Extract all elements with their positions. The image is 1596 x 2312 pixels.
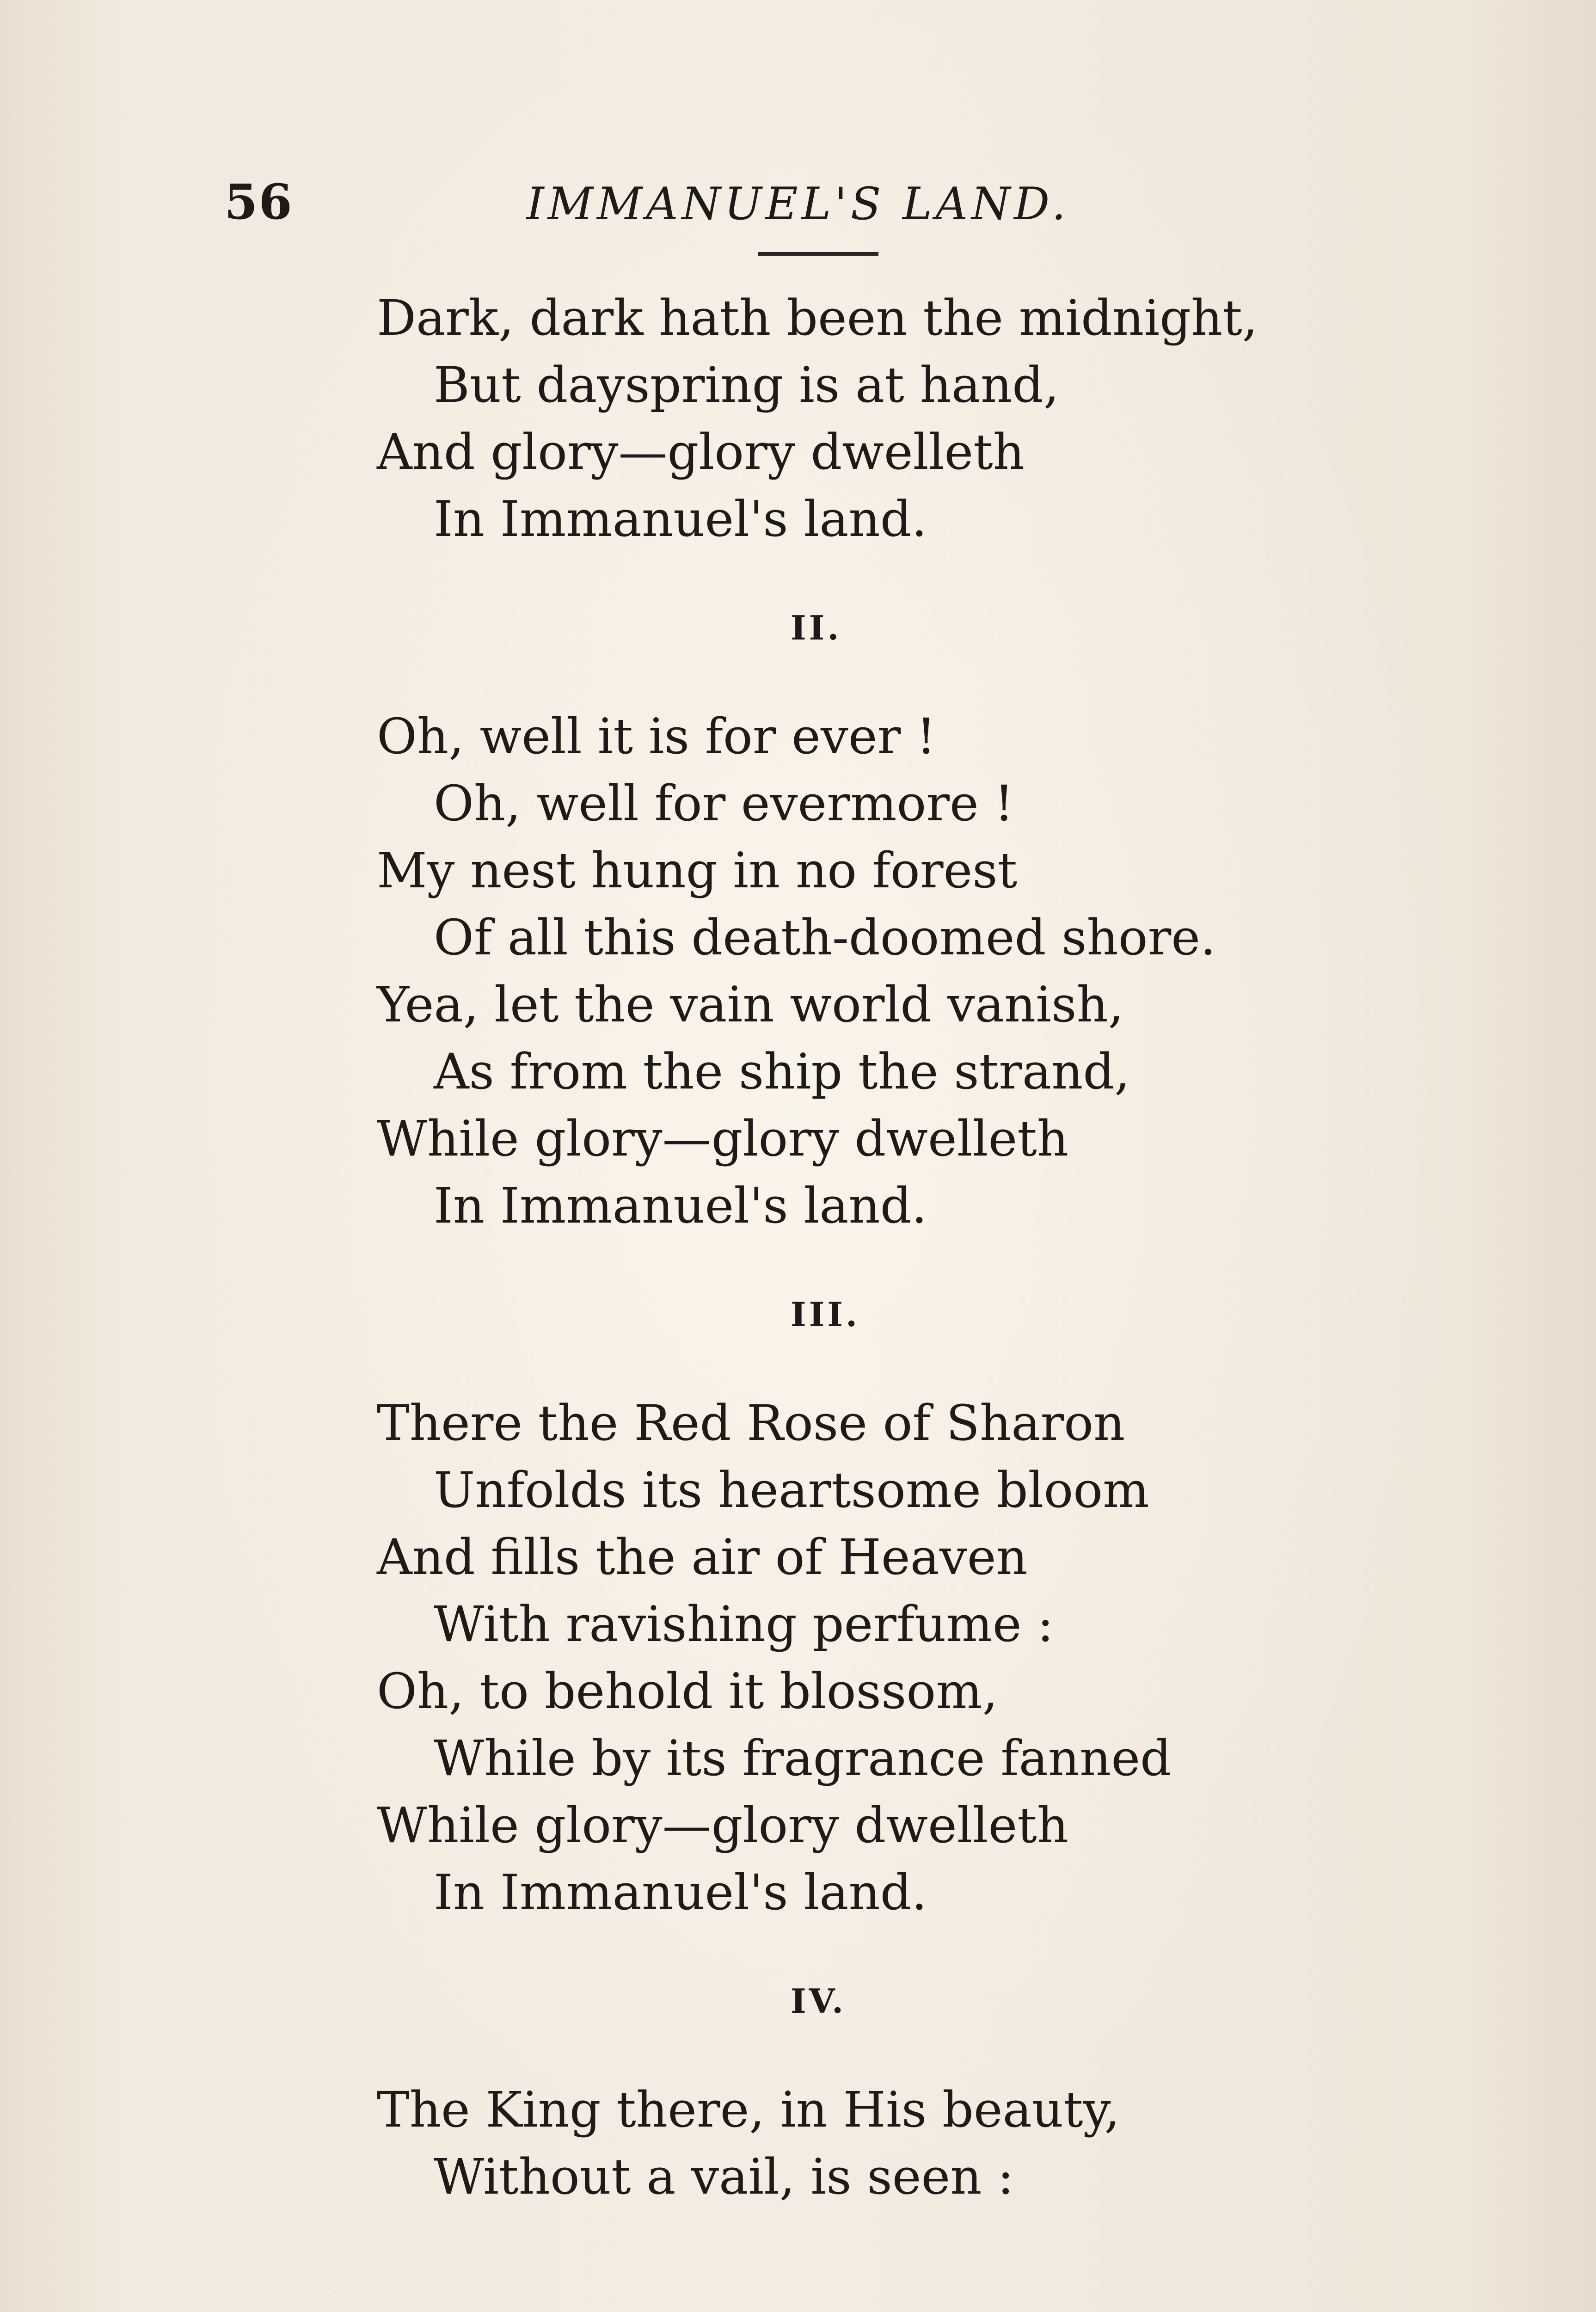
- poem-line: But dayspring is at hand,: [434, 357, 1059, 413]
- poem-line: The King there, in His beauty,: [377, 2081, 1120, 2138]
- poem-line: Dark, dark hath been the midnight,: [377, 289, 1258, 346]
- stanza-2: [377, 703, 1486, 1239]
- section-numeral-ii: II.: [791, 608, 842, 647]
- poem-line: In Immanuel's land.: [434, 1864, 927, 1921]
- poem-line: While glory—glory dwelleth: [377, 1797, 1069, 1854]
- running-title: IMMANUEL'S LAND.: [526, 178, 1070, 230]
- poem-line: Oh, well for evermore !: [434, 775, 1014, 832]
- stanza-3: [377, 1390, 1486, 1926]
- section-numeral-iii: III.: [791, 1295, 860, 1334]
- stanza-4: [377, 2076, 1486, 2210]
- poem-line: There the Red Rose of Sharon: [377, 1395, 1125, 1451]
- poem-body: [377, 284, 1486, 2210]
- poem-line: While by its fragrance fanned: [434, 1730, 1172, 1787]
- poem-line: Without a vail, is seen :: [434, 2148, 1014, 2205]
- poem-line: And glory—glory dwelleth: [377, 424, 1025, 480]
- poem-line: And fills the air of Heaven: [377, 1529, 1028, 1586]
- poem-line: Oh, well it is for ever !: [377, 708, 936, 765]
- poem-line: In Immanuel's land.: [434, 1177, 927, 1234]
- poem-line: Yea, let the vain world vanish,: [377, 976, 1124, 1033]
- poem-line: In Immanuel's land.: [434, 491, 927, 547]
- poem-line: As from the ship the strand,: [434, 1043, 1130, 1100]
- page-number: 56: [224, 173, 293, 230]
- poem-line: My nest hung in no forest: [377, 842, 1018, 899]
- poem-line: With ravishing perfume :: [434, 1596, 1054, 1653]
- poem-line: Unfolds its heartsome bloom: [434, 1462, 1149, 1519]
- section-numeral-iv: IV.: [791, 1981, 847, 2021]
- poem-line: Oh, to behold it blossom,: [377, 1663, 998, 1720]
- poem-line: Of all this death-doomed shore.: [434, 909, 1216, 966]
- stanza-1: [377, 284, 1486, 553]
- title-rule: [758, 252, 878, 256]
- poem-line: While glory—glory dwelleth: [377, 1110, 1069, 1167]
